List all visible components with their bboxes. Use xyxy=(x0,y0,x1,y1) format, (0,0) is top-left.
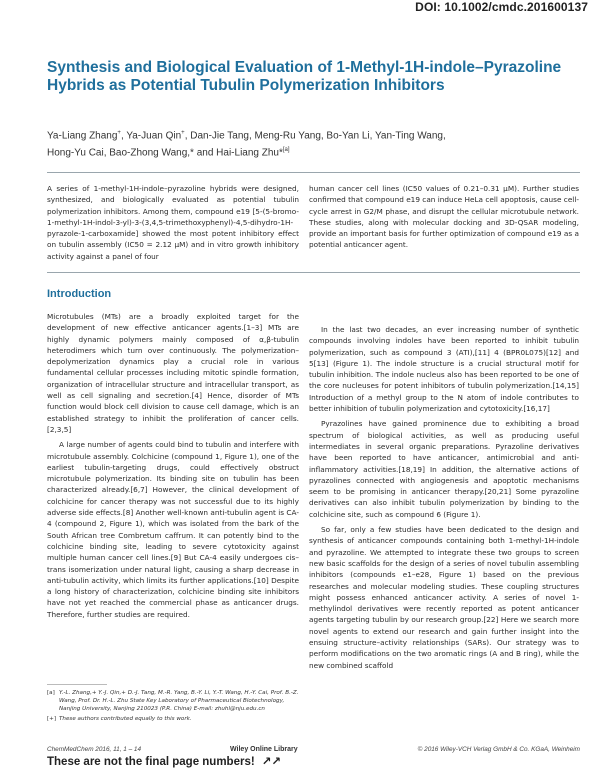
intro-paragraph-4: Pyrazolines have gained prominence due to exhibiting a broad spectrum of biological activities, as well as producing useful intermediates in several organic preparations. Pyrazoline derivatives have been reported to have anticancer, antimicrobial and anti-inflammatory activities.[18,19] In addition, the alternative actions of pyrazolines connected with angiogenesis and apoptotic mechanisms seem to be promising in anticancer therapy.[20,21] Some pyrazoline derivatives can also inhibit tubulin polymerization by binding to the colchicine site, such as compound 6 (Figure 1). xyxy=(309,419,579,519)
banner-text: These are not the final page numbers! xyxy=(47,756,255,768)
copyright-notice: © 2016 Wiley-VCH Verlag GmbH & Co. KGaA, Weinheim xyxy=(417,746,580,753)
wiley-online-library-link[interactable]: Wiley Online Library xyxy=(230,746,298,753)
footnote-equal xyxy=(47,715,299,723)
author-second: , Ya-Juan Qin xyxy=(120,130,182,142)
authors-rest-line1: , Dan-Jie Tang, Meng-Ru Yang, Bo-Yan Li, Yan-Ting Wang, xyxy=(184,130,446,142)
authors-line2: Hong-Yu Cai, Bao-Zhong Wang,* and Hai-Liang Zhu* xyxy=(47,147,283,159)
abstract-divider xyxy=(47,272,580,273)
abstract-text-left: A series of 1-methyl-1H-indole–pyrazoline hybrids were designed, synthesized, and biologically evaluated as potential tubulin polymerization inhibitors. Among them, compound e19 [5-(5-bromo-1-methyl-1H-indol-3-yl)-3-(3,4,5-trimethoxyphenyl)-4,5-dihydro-1H-pyrazole-1-carboxamide] showed the most potent inhibitory effect on tubulin assembly (IC50 = 2.12 μM) and in vitro growth inhibitory activity against a panel of four xyxy=(47,184,299,261)
intro-paragraph-5: So far, only a few studies have been dedicated to the design and synthesis of anticancer compounds containing both 1-methyl-1H-indole and pyrazoline. We attempted to integrate these two groups to screen new basic scaffolds for the design of a series of novel tubulin assembling inhibitors (compounds e1–e28, Figure 1) based on the previous researches and molecular modeling studies. These coupling structures might possess enhanced anticancer activity. A series of novel 1-methylindol derivatives were recently reported as potent anticancer agents targeting tubulin by our research group.[22] Here we search more novel agents to extend our research and gain further insight into the ensuing structure–activity relationships (SARs). Our strategy was to perform modifications on the two aromatic rings (A and B ring), while the new combined scaffold xyxy=(309,525,579,670)
author-list xyxy=(47,126,567,161)
introduction-left-column xyxy=(47,311,299,624)
arrow-icon: ↗↗ xyxy=(261,756,282,768)
abstract-text-right: human cancer cell lines (IC50 values of 0.21–0.31 μM). Further studies confirmed that compound e19 can induce HeLa cell apoptosis, cause cell-cycle arrest in G2/M phase, and disrupt the cellular microtubule network. These studies, along with molecular docking and 3D-QSAR modeling, provide an important basis for further optimization of compound e19 as a potential anticancer agent. xyxy=(309,184,579,250)
intro-paragraph-3: In the last two decades, an ever increasing number of synthetic compounds involving indoles have been reported to inhibit tubulin polymerization, such as compound 3 (ATI),[11] 4 (BPR0L075)[12] and 5[13] (Figure 1). The indole structure is a crucial structural motif for tubulin inhibition. The indole nucleus also has been reported to be one of the core nucleuses for potent inhibitors of tubulin polymerization.[14,15] Introduction of a methyl group to the N atom of indole contributes to better inhibition of tubulin polymerization and cytotoxicity.[16,17] xyxy=(309,325,579,414)
introduction-right-column xyxy=(309,324,579,675)
footnotes xyxy=(47,689,299,723)
doi-label: DOI: 10.1002/cmdc.201600137 xyxy=(415,0,588,14)
equal-contribution-mark: + xyxy=(117,130,121,136)
title-divider xyxy=(47,172,580,173)
journal-citation: ChemMedChem 2016, 11, 1 – 14 xyxy=(47,746,142,753)
affiliation-mark: [a] xyxy=(282,147,290,154)
final-page-banner xyxy=(47,754,281,768)
footnote-equal-text: These authors contributed equally to this work. xyxy=(59,716,192,722)
footnote-divider xyxy=(47,684,107,685)
intro-paragraph-2: A large number of agents could bind to tubulin and interfere with microtubule assembly. Colchicine (compound 1, Figure 1), one of the earliest tubulin-targeting drugs, could effectively obstruct microtubule polymerization. Its binding site on tubulin has been characterized already.[6,7] However, the clinical development of colchicine for cancer therapy was not successful due to its highly adverse side effects.[8] Another well-known anti-tubulin agent is CA-4 (compound 2, Figure 1), which was isolated from the bark of the South African tree Combretum caffrum. It can potently bind to the colchicine binding site, leading to severe cytotoxicity against multiple human cancer cell lines.[9] But CA-4 easily undergoes cis–trans isomerization under natural light, causing a sharp decrease in anti-tubulin activity, which limits its further applications.[10] Despite a long history of characterization, colchicine binding site inhibitors have not yet reached the commercial phase as anticancer drugs. Therefore, further studies are required. xyxy=(47,440,299,619)
author-first: Ya-Liang Zhang xyxy=(47,130,118,142)
equal-contribution-mark-2: + xyxy=(181,130,185,136)
abstract-right xyxy=(309,183,579,255)
footnote-mark-plus: [+] xyxy=(47,716,57,722)
intro-paragraph-1: Microtubules (MTs) are a broadly exploited target for the development of new effective anticancer agents.[1–3] MTs are highly dynamic polymers mainly composed of α,β-tubulin heterodimers which turn over continuously. The polymerization–depolymerization dynamics play a crucial role in various fundamental cellular processes including mitotic spindle formation, organization of intracellular structure and intracellular transport, as well as cell signaling and secretion.[4] Hence, disorder of MTs function would block cell division to cause cell damage, which is an established strategy to inhibit the proliferation of cancer cells.[2,3,5] xyxy=(47,312,299,434)
footnote-affiliation-text: Y.-L. Zhang,+ Y.-J. Qin,+ D.-J. Tang, M.-R. Yang, B.-Y. Li, Y.-T. Wang, H.-Y. Cai, Prof. B.-Z. Wang, Prof. Dr. H.-L. Zhu State Key Laboratory of Pharmaceutical Biotechnology, Nanjing University, Nanjing 210023 (P.R. China) E-mail: zhuhl@nju.edu.cn xyxy=(59,690,299,712)
article-title: Synthesis and Biological Evaluation of 1-Methyl-1H-indole–Pyrazoline Hybrids as Potential Tubulin Polymerization Inhibitors xyxy=(47,59,562,94)
footnote-mark-a: [a] xyxy=(47,690,55,696)
abstract-left xyxy=(47,183,299,266)
footnote-affiliation xyxy=(47,689,299,713)
section-heading-introduction: Introduction xyxy=(47,288,112,300)
